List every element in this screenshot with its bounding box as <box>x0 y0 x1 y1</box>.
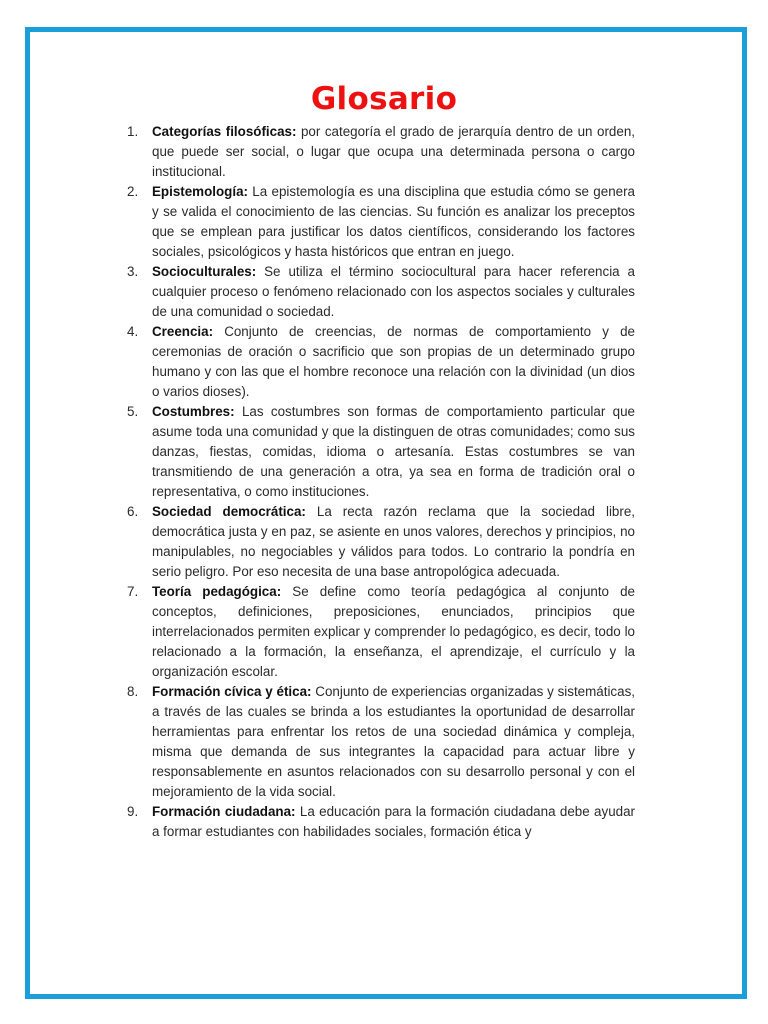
entry-number: 5. <box>127 404 139 419</box>
entry-term: Teoría pedagógica: <box>152 584 293 599</box>
glossary-entry <box>127 122 635 182</box>
entry-term: Epistemología: <box>152 184 253 199</box>
entry-number: 2. <box>127 184 139 199</box>
entry-definition: Conjunto de creencias, de normas de comportamiento y de ceremonias de oración o sacrificio que son propias de un determinado grupo humano y con las que el hombre reconoce una relación con la divinidad (un dios o varios dioses). <box>152 324 636 399</box>
entry-term: Formación ciudadana: <box>152 804 300 819</box>
glossary-entry <box>127 582 635 682</box>
entry-number: 6. <box>127 504 139 519</box>
entry-definition: La recta razón reclama que la sociedad libre, democrática justa y en paz, se asiente en unos valores, derechos y principios, no manipulables, no negociables y válidos para todos. Lo contrario la pondría en serio peligro. Por eso necesita de una base antropológica adecuada. <box>152 504 636 579</box>
entry-term: Socioculturales: <box>152 264 265 279</box>
glossary-entry <box>127 182 635 262</box>
entry-definition: Las costumbres son formas de comportamiento particular que asume toda una comunidad y que la distinguen de otras comunidades; como sus danzas, fiestas, comidas, idioma o artesanía. Estas costumbres se van transmitiendo de una generación a otra, ya sea en forma de tradición oral o representativa, o como instituciones. <box>152 404 635 499</box>
entry-number: 3. <box>127 264 139 279</box>
entry-term: Costumbres: <box>152 404 242 419</box>
glossary-entry <box>127 802 635 842</box>
page-title: Glosario <box>310 80 458 117</box>
glossary-entry <box>127 402 635 502</box>
entry-number: 1. <box>127 124 139 139</box>
entry-term: Sociedad democrática: <box>152 504 317 519</box>
entry-definition: La educación para la formación ciudadana debe ayudar a formar estudiantes con habilidades sociales, formación ética y <box>152 804 635 839</box>
entry-term: Formación cívica y ética: <box>152 684 316 699</box>
glossary-entry <box>127 322 635 402</box>
entry-number: 8. <box>127 684 139 699</box>
entry-number: 4. <box>127 324 139 339</box>
glossary-entry <box>127 262 635 322</box>
entry-definition: Conjunto de experiencias organizadas y sistemáticas, a través de las cuales se brinda a los estudiantes la oportunidad de desarrollar herramientas para enfrentar los retos de una sociedad dinámica y compleja, misma que demanda de sus integrantes la capacidad para actuar libre y responsablemente en asuntos relacionados con su desarrollo personal y con el mejoramiento de la vida social. <box>152 684 635 799</box>
entry-definition: Se utiliza el término sociocultural para hacer referencia a cualquier proceso o fenómeno relacionado con los aspectos sociales y culturales de una comunidad o sociedad. <box>152 264 635 319</box>
entry-number: 7. <box>127 584 139 599</box>
entry-number: 9. <box>127 804 139 819</box>
entry-term: Categorías filosóficas: <box>152 124 301 139</box>
glossary-entry <box>127 682 635 802</box>
glossary-list <box>127 122 635 842</box>
entry-definition: por categoría el grado de jerarquía dentro de un orden, que puede ser social, o lugar que ocupa una determinada persona o cargo institucional. <box>152 124 635 179</box>
entry-term: Creencia: <box>152 324 225 339</box>
entry-definition: La epistemología es una disciplina que estudia cómo se genera y se valida el conocimiento de las ciencias. Su función es analizar los preceptos que se emplean para justificar los datos científicos, considerando los factores sociales, psicológicos y hasta históricos que entran en juego. <box>152 184 636 259</box>
glossary-entry <box>127 502 635 582</box>
entry-definition: Se define como teoría pedagógica al conjunto de conceptos, definiciones, preposiciones, enunciados, principios que interrelacionados permiten explicar y comprender lo pedagógico, es decir, todo lo relacionado a la formación, la enseñanza, el aprendizaje, el currículo y la organización escolar. <box>152 584 635 679</box>
